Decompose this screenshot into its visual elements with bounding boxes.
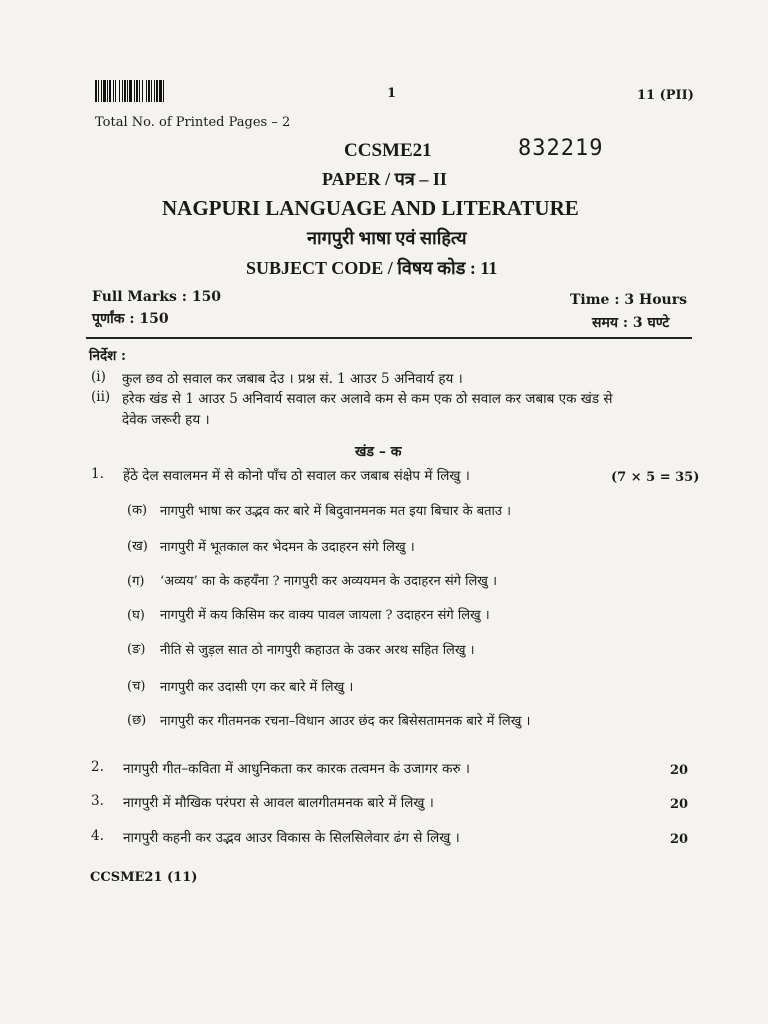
section-heading: खंड – क [355,444,402,460]
question-marks: 20 [670,797,689,812]
instruction-text-cont: देवेक जरूरी हय । [122,412,210,428]
sub-question-text: नागपुरी में कय किसिम कर वाक्य पावल जायला ? उदाहरन संगे लिखु । [160,608,490,623]
sub-question-text: नागपुरी कर गीतमनक रचना–विधान आउर छंद कर बिसेसतामनक बारे में लिखु । [160,714,531,729]
sub-question-text: ‘अव्यय’ का के कहयँना ? नागपुरी कर अव्ययमन के उदाहरन संगे लिखु । [160,574,498,589]
sub-question-label: (च) [127,679,146,694]
sub-question-label: (ग) [127,574,145,589]
sub-question-label: (ख) [127,539,148,554]
paper-code: CCSME21 [344,140,432,161]
question-number: 1. [91,466,104,482]
page-number: 1 [387,86,397,101]
sub-question-text: नागपुरी कर उदासी एग कर बारे में लिखु । [160,680,354,695]
time-hi: समय : 3 घण्टे [592,315,670,331]
instruction-text: कुल छव ठो सवाल कर जबाब देउ । प्रश्न सं. 1 आउर 5 अनिवार्य हय । [122,371,463,387]
instruction-text: हरेक खंड से 1 आउर 5 अनिवार्य सवाल कर अलावे कम से कम एक ठो सवाल कर जबाब एक खंड से [122,391,613,407]
sub-question-label: (छ) [127,713,147,728]
question-number: 3. [91,793,104,809]
question-text: हेंठे देल सवालमन में से कोनो पाँच ठो सवाल कर जबाब संक्षेप में लिखु । [123,468,470,484]
sub-question-label: (ङ) [127,642,146,657]
sub-question-label: (क) [127,503,148,518]
footer-code: CCSME21 (11) [90,870,198,885]
total-pages: Total No. of Printed Pages – 2 [95,115,291,130]
instructions-heading: निर्देश : [89,348,127,364]
instruction-num: (i) [91,369,106,385]
question-marks: (7 × 5 = 35) [611,470,700,485]
question-number: 4. [91,828,104,844]
full-marks-hi: पूर्णांक : 150 [92,311,169,327]
divider-line [86,337,692,339]
serial-number: 832219 [518,136,604,161]
paper-label: PAPER / पत्र – II [322,169,447,189]
title-english: NAGPURI LANGUAGE AND LITERATURE [162,196,579,220]
time-en: Time : 3 Hours [570,292,687,308]
question-text: नागपुरी गीत–कविता में आधुनिकता कर कारक तत्वमन के उजागर करु । [123,761,470,777]
full-marks-en: Full Marks : 150 [92,289,222,305]
question-number: 2. [91,759,104,775]
question-marks: 20 [670,763,689,778]
subject-code: SUBJECT CODE / विषय कोड : 11 [246,258,498,278]
instruction-num: (ii) [91,389,111,405]
barcode-image [95,80,205,102]
sub-question-text: नागपुरी में भूतकाल कर भेदमन के उदाहरन संगे लिखु । [160,540,415,555]
sub-question-text: नीति से जुड़ल सात ठो नागपुरी कहाउत के उकर अरथ सहित लिखु । [160,643,475,658]
question-text: नागपुरी में मौखिक परंपरा से आवल बालगीतमनक बारे में लिखु । [123,795,434,811]
question-marks: 20 [670,832,689,847]
sub-question-text: नागपुरी भाषा कर उद्भव कर बारे में बिदुवानमनक मत इया बिचार के बताउ । [160,504,512,519]
title-hindi: नागपुरी भाषा एवं साहित्य [307,228,467,248]
question-text: नागपुरी कहनी कर उद्भव आउर विकास के सिलसिलेवार ढंग से लिखु । [123,830,460,846]
paper-ref: 11 (PII) [637,88,694,103]
sub-question-label: (घ) [127,608,145,623]
